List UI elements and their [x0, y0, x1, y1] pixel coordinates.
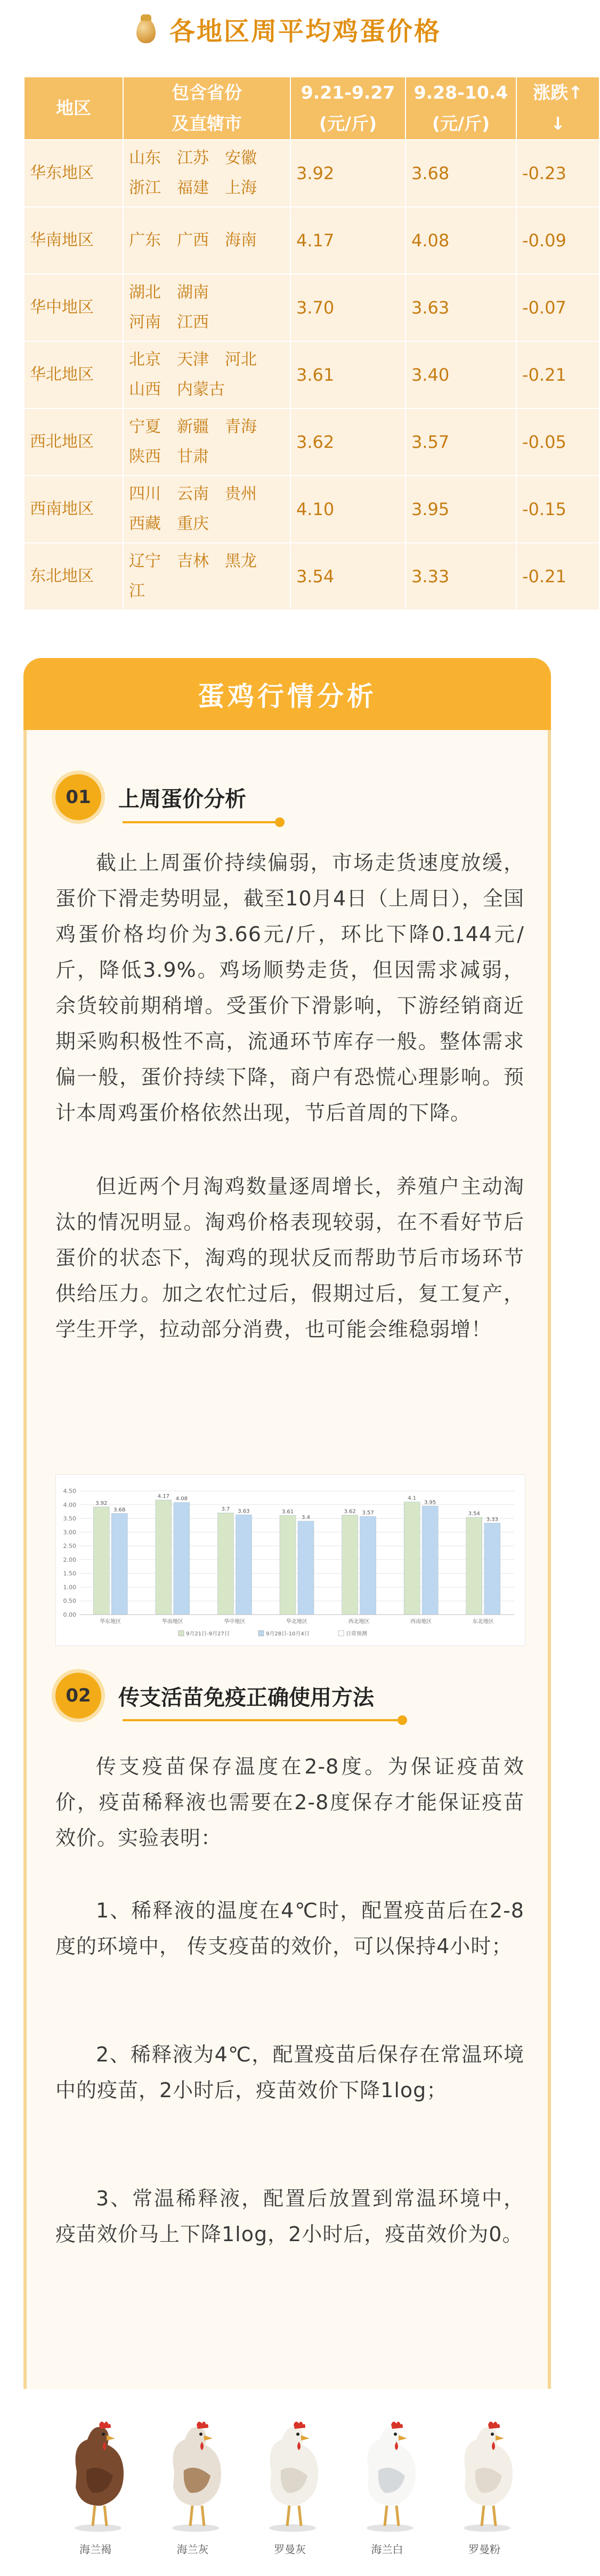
- chart-category-label: 东北地区: [472, 1619, 494, 1625]
- section-1-paragraph-2: 但近两个月淘鸡数量逐周增长，养殖户主动淘汰的情况明显。淘鸡价格表现较弱，在不看好节后蛋价的状态下，淘鸡的现状反而帮助节后市场环节供给压力。加之农忙过后，假期过后，复工复产，学生开学，拉动部分消费，也可能会维稳弱增！: [55, 1175, 524, 1341]
- chart-category-label: 华东地区: [100, 1619, 121, 1625]
- chart-bar: [156, 1500, 172, 1615]
- chart-category-label: 华中地区: [224, 1619, 246, 1625]
- chart-bar: [360, 1516, 376, 1615]
- table-row: [24, 341, 599, 408]
- hen-icon: [153, 2408, 233, 2538]
- province-line: 广东 广西 海南: [129, 231, 257, 250]
- cell-change: -0.07: [516, 274, 599, 341]
- header-period2: 9.28-10.4 (元/斤): [406, 77, 516, 140]
- province-line: 宁夏 新疆 青海: [129, 418, 257, 436]
- cell-change: -0.21: [516, 341, 599, 408]
- legend-entry: 日常预测: [346, 1631, 367, 1637]
- chart-category-label: 西南地区: [410, 1619, 432, 1625]
- cell-price-period1: 3.61: [290, 341, 406, 408]
- cell-price-period2: 3.95: [406, 476, 516, 543]
- chicken-breed: [250, 2408, 330, 2562]
- chicken-breed-label: 海兰白: [371, 2543, 403, 2556]
- cell-provinces: [123, 274, 290, 341]
- cell-price-period2: 4.08: [406, 207, 516, 274]
- chart-bar: [217, 1513, 233, 1615]
- chart-data-label: 3.61: [281, 1508, 294, 1515]
- chart-category-label: 西北地区: [348, 1619, 370, 1625]
- chart-bar: [404, 1502, 420, 1615]
- chart-data-label: 3.92: [95, 1500, 108, 1506]
- section-2-dot: [398, 1715, 407, 1725]
- cell-region: 华中地区: [24, 274, 123, 341]
- chart-bar: [236, 1515, 252, 1615]
- section-1-badge: 01: [55, 774, 101, 820]
- price-bar-chart: [55, 1474, 525, 1646]
- chicken-breed-label: 罗曼灰: [274, 2543, 306, 2556]
- chart-data-label: 4.1: [408, 1495, 417, 1502]
- table-row: [24, 274, 599, 341]
- chicken-breed-label: 海兰灰: [176, 2543, 209, 2556]
- section-1-title: 上周蛋价分析: [118, 787, 246, 812]
- analysis-title: 蛋鸡行情分析: [198, 680, 377, 712]
- section-2-paragraph-3: 2、稀释液为4℃，配置疫苗后保存在常温环境中的疫苗，2小时后，疫苗效价下降1log；: [55, 2043, 524, 2102]
- chart-y-tick: 3.00: [63, 1529, 76, 1536]
- chart-data-label: 3.95: [424, 1499, 436, 1506]
- chicken-breed: [444, 2408, 524, 2562]
- section-2-title: 传支活苗免疫正确使用方法: [118, 1685, 374, 1710]
- chart-y-tick: 2.50: [63, 1543, 76, 1550]
- cell-region: 西南地区: [24, 476, 123, 543]
- page-header: [0, 0, 575, 58]
- chart-bar: [111, 1513, 127, 1615]
- chart-data-label: 3.33: [486, 1516, 498, 1523]
- section-2-badge: 02: [55, 1673, 101, 1719]
- chart-data-label: 3.54: [468, 1511, 480, 1517]
- province-line: 山西 内蒙古: [129, 380, 225, 399]
- chart-data-label: 4.08: [175, 1496, 188, 1502]
- chart-data-label: 3.4: [302, 1514, 310, 1521]
- chart-bar: [174, 1503, 190, 1615]
- chart-bar: [466, 1517, 482, 1615]
- cell-region: 东北地区: [24, 543, 123, 610]
- province-line: 山东 江苏 安徽: [129, 149, 257, 167]
- cell-price-period1: 4.10: [290, 476, 406, 543]
- cell-provinces: [123, 408, 290, 476]
- chart-data-label: 3.63: [238, 1508, 250, 1514]
- province-line: 西藏 重庆: [129, 515, 209, 533]
- chart-category-label: 华南地区: [161, 1619, 183, 1625]
- panel-border-left: [23, 729, 27, 2389]
- chart-y-tick: 4.50: [63, 1488, 76, 1495]
- header-provinces: 包含省份 及直辖市: [123, 77, 290, 140]
- cell-change: -0.21: [516, 543, 599, 610]
- table-row: [24, 140, 599, 207]
- cell-provinces: [123, 543, 290, 610]
- cell-price-period2: 3.68: [406, 140, 516, 207]
- cell-price-period1: 3.62: [290, 408, 406, 476]
- chart-bar: [93, 1507, 109, 1615]
- chart-y-tick: 1.50: [63, 1570, 76, 1577]
- section-2-header: [55, 1669, 374, 1722]
- province-line: 四川 云南 贵州: [129, 485, 257, 503]
- cell-price-period2: 3.57: [406, 408, 516, 476]
- cell-region: 华南地区: [24, 207, 123, 274]
- cell-provinces: [123, 341, 290, 408]
- chicken-breed: [55, 2408, 135, 2562]
- cell-change: -0.05: [516, 408, 599, 476]
- cell-region: 华东地区: [24, 140, 123, 207]
- chart-data-label: 3.68: [113, 1507, 126, 1513]
- cell-change: -0.15: [516, 476, 599, 543]
- hen-icon: [55, 2408, 135, 2538]
- legend-swatch: [258, 1631, 264, 1636]
- cell-provinces: [123, 476, 290, 543]
- province-line: 湖北 湖南: [129, 283, 209, 302]
- cell-price-period1: 3.92: [290, 140, 406, 207]
- hen-icon: [250, 2408, 330, 2538]
- chicken-breed-label: 海兰褐: [79, 2543, 111, 2556]
- header-region: 地区: [24, 77, 123, 140]
- chart-bar: [484, 1523, 500, 1615]
- header-change: 涨跌↑ ↓: [516, 77, 599, 140]
- legend-swatch: [338, 1631, 344, 1636]
- cell-provinces: [123, 207, 290, 274]
- table-row: [24, 476, 599, 543]
- chart-bar: [298, 1521, 314, 1615]
- cell-price-period2: 3.40: [406, 341, 516, 408]
- table-header-row: [24, 77, 599, 140]
- chart-bar: [422, 1506, 438, 1615]
- cell-change: -0.09: [516, 207, 599, 274]
- table-row: [24, 543, 599, 610]
- page-title: 各地区周平均鸡蛋价格: [169, 16, 441, 46]
- header-period1: 9.21-9.27 (元/斤): [290, 77, 406, 140]
- province-line: 陕西 甘肃: [129, 447, 209, 466]
- cell-region: 华北地区: [24, 341, 123, 408]
- legend-entry: 9月28日-10月4日: [266, 1631, 310, 1637]
- cell-price-period2: 3.33: [406, 543, 516, 610]
- chart-y-tick: 0.50: [63, 1598, 76, 1605]
- chicken-breed-label: 罗曼粉: [468, 2543, 500, 2556]
- province-line: 北京 天津 河北: [129, 350, 257, 369]
- table-row: [24, 408, 599, 476]
- section-2-paragraph-4: 3、常温稀释液，配置后放置到常温环境中，疫苗效价马上下降1log，2小时后，疫苗效价为0。: [55, 2187, 524, 2246]
- chart-y-tick: 1.00: [63, 1584, 76, 1591]
- analysis-ribbon: [23, 658, 551, 730]
- section-2-paragraph-1: 传支疫苗保存温度在2-8度。为保证疫苗效价，疫苗稀释液也需要在2-8度保存才能保证疫苗效价。实验表明：: [55, 1755, 524, 1850]
- hen-icon: [347, 2408, 427, 2538]
- chicken-breeds-strip: [55, 2408, 524, 2562]
- chart-y-tick: 4.00: [63, 1501, 76, 1508]
- cell-price-period2: 3.63: [406, 274, 516, 341]
- cell-change: -0.23: [516, 140, 599, 207]
- cell-region: 西北地区: [24, 408, 123, 476]
- chart-data-label: 3.7: [221, 1506, 230, 1513]
- egg-price-table: [23, 76, 600, 611]
- section-1-paragraph-1: 截止上周蛋价持续偏弱，市场走货速度放缓，蛋价下滑走势明显，截至10月4日（上周日），全国鸡蛋价格均价为3.66元/斤，环比下降0.144元/斤，降低3.9%。鸡场顺势走货，但因需求减弱，余货较前期稍增。受蛋价下滑影响，下游经销商近期采购积极性不高，流通环节库存一般。整体需求偏一般，蛋价持续下降，商户有恐慌心理影响。预计本周鸡蛋价格依然出现，节后首周的下降。: [55, 851, 524, 1125]
- section-1-dot: [275, 817, 285, 827]
- section-2-paragraph-2: 1、稀释液的温度在4℃时，配置疫苗后在2-8度的环境中， 传支疫苗的效价，可以保持4小时；: [55, 1899, 524, 1958]
- chart-bar: [280, 1515, 296, 1615]
- section-1-underline: [123, 821, 277, 823]
- chart-bar: [342, 1515, 358, 1615]
- cell-provinces: [123, 140, 290, 207]
- chart-y-tick: 2.00: [63, 1556, 76, 1563]
- cell-price-period1: 3.54: [290, 543, 406, 610]
- chart-data-label: 3.62: [344, 1508, 356, 1515]
- province-line: 河南 江西: [129, 313, 209, 332]
- chart-data-label: 4.17: [157, 1494, 169, 1500]
- chart-y-tick: 3.50: [63, 1515, 76, 1522]
- legend-swatch: [179, 1631, 184, 1636]
- chicken-breed: [153, 2408, 233, 2562]
- province-line: 辽宁 吉林 黑龙: [129, 552, 257, 571]
- chicken-breed: [347, 2408, 427, 2562]
- section-1-header: [55, 771, 246, 824]
- egg-icon: [134, 14, 158, 43]
- chart-data-label: 3.57: [362, 1510, 374, 1516]
- section-2-underline: [123, 1719, 400, 1721]
- province-line: 浙江 福建 上海: [129, 179, 257, 197]
- cell-price-period1: 4.17: [290, 207, 406, 274]
- chart-svg: [56, 1475, 525, 1646]
- province-line: 江: [129, 582, 145, 600]
- chart-y-tick: 0.00: [63, 1611, 76, 1618]
- hen-icon: [444, 2408, 524, 2538]
- table-row: [24, 207, 599, 274]
- chart-category-label: 华北地区: [286, 1619, 307, 1625]
- panel-border-right: [548, 729, 551, 2389]
- legend-entry: 9月21日-9月27日: [186, 1631, 230, 1637]
- cell-price-period1: 3.70: [290, 274, 406, 341]
